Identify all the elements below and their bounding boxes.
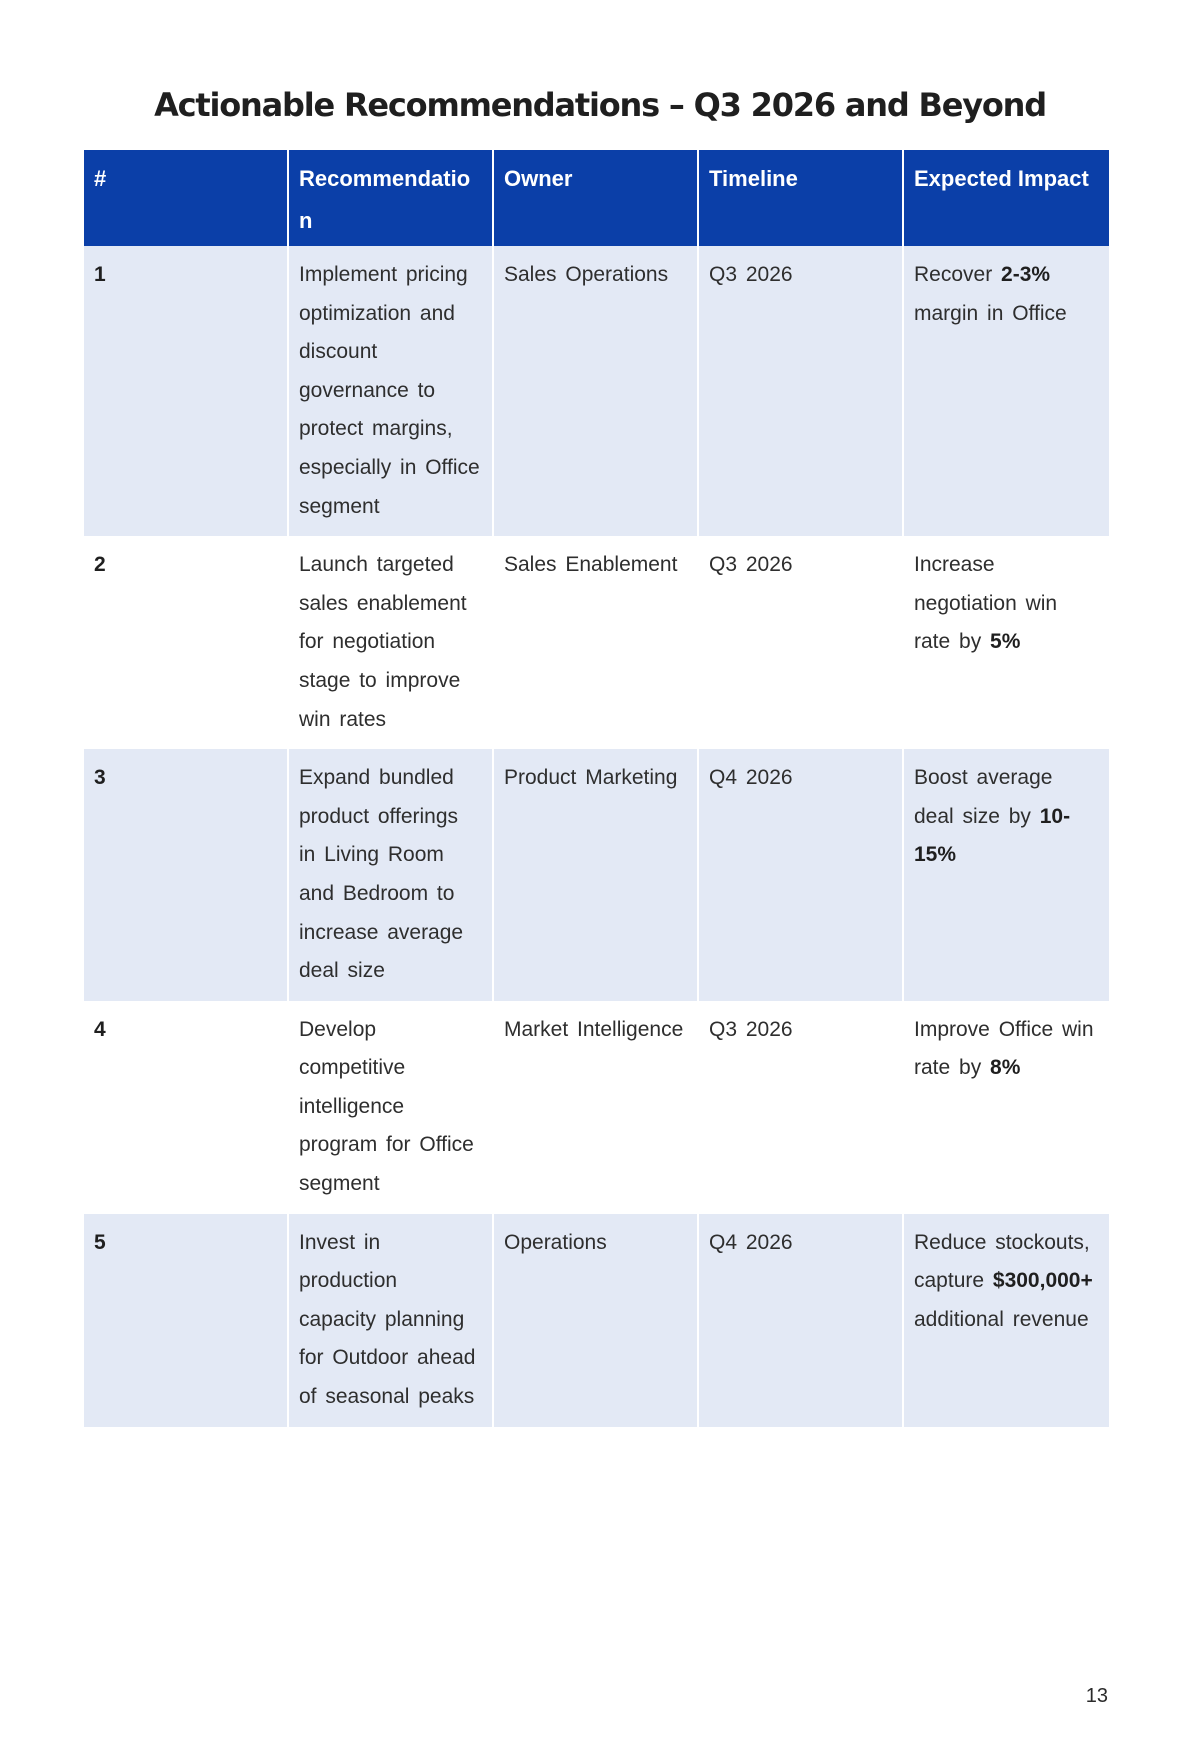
page-number: 13: [1085, 1685, 1108, 1707]
table-row: [84, 1001, 1109, 1214]
owner-cell: Sales Enablement: [493, 536, 698, 749]
impact-cell: [903, 1001, 1109, 1214]
row-number: 4: [84, 1001, 288, 1214]
impact-text: Reduce stockouts, capture: [914, 1230, 1090, 1293]
header-owner: Owner: [493, 150, 698, 246]
timeline-cell: Q4 2026: [698, 749, 903, 1001]
recommendation-cell: Develop competitive intelligence program for Office segment: [288, 1001, 493, 1214]
impact-text: additional revenue: [914, 1307, 1089, 1331]
header-recommendation: Recommendatio n: [288, 150, 493, 246]
impact-text: Increase negotiation win rate by: [914, 553, 1058, 654]
timeline-cell: Q3 2026: [698, 246, 903, 536]
row-number: 2: [84, 536, 288, 749]
owner-cell: Product Marketing: [493, 749, 698, 1001]
header-number: #: [84, 150, 288, 246]
header-expected-impact: Expected Impact: [903, 150, 1109, 246]
row-number: 1: [84, 246, 288, 536]
impact-highlight: $300,000+: [992, 1269, 1093, 1293]
impact-text: Boost average deal size by: [914, 766, 1053, 828]
recommendation-cell: Invest in production capacity planning for Outdoor ahead of seasonal peaks: [288, 1214, 493, 1427]
recommendation-cell: Launch targeted sales enablement for negotiation stage to improve win rates: [288, 536, 493, 749]
timeline-cell: Q3 2026: [698, 1001, 903, 1214]
table-row: [84, 536, 1109, 749]
impact-highlight: 10-15%: [914, 804, 1071, 867]
impact-text: Recover: [914, 263, 1002, 286]
table-header-row: [84, 150, 1109, 246]
header-timeline: Timeline: [698, 150, 903, 246]
row-number: 3: [84, 749, 288, 1001]
impact-highlight: 8%: [990, 1056, 1021, 1080]
impact-cell: [903, 536, 1109, 749]
owner-cell: Sales Operations: [493, 246, 698, 536]
owner-cell: Market Intelligence: [493, 1001, 698, 1214]
page-title: Actionable Recommendations – Q3 2026 and Beyond: [154, 86, 1046, 124]
impact-text: Improve Office win rate by: [914, 1017, 1094, 1080]
table-row: [84, 1214, 1109, 1427]
impact-highlight: 5%: [990, 630, 1021, 654]
timeline-cell: Q4 2026: [698, 1214, 903, 1427]
table-row: [84, 749, 1109, 1001]
recommendation-cell: Implement pricing optimization and discount governance to protect margins, especially in Office segment: [288, 246, 493, 536]
row-number: 5: [84, 1214, 288, 1427]
recommendations-table: [84, 150, 1109, 1427]
timeline-cell: Q3 2026: [698, 536, 903, 749]
impact-cell: [903, 749, 1109, 1001]
impact-cell: [903, 1214, 1109, 1427]
recommendation-cell: Expand bundled product offerings in Living Room and Bedroom to increase average deal size: [288, 749, 493, 1001]
owner-cell: Operations: [493, 1214, 698, 1427]
impact-text: margin in Office: [914, 301, 1067, 325]
impact-cell: [903, 246, 1109, 536]
impact-highlight: 2-3%: [1001, 263, 1051, 286]
table-row: [84, 246, 1109, 536]
